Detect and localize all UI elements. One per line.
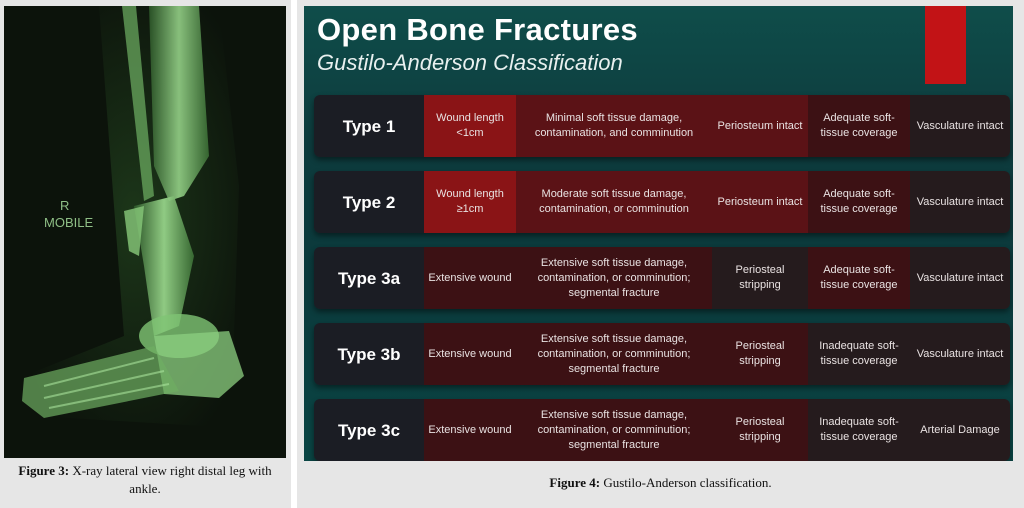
periosteum-cell: Periosteum intact <box>712 171 808 233</box>
figure-4-caption <box>297 474 1024 492</box>
wound-cell: Extensive wound <box>424 323 516 385</box>
tissue-cell: Minimal soft tissue damage, contamination, and comminution <box>516 95 712 157</box>
table-row <box>314 399 1010 461</box>
coverage-cell: Adequate soft-tissue coverage <box>808 95 910 157</box>
coverage-cell: Adequate soft-tissue coverage <box>808 171 910 233</box>
table-row <box>314 171 1010 233</box>
wound-cell: Extensive wound <box>424 399 516 461</box>
vasculature-cell: Arterial Damage <box>910 399 1010 461</box>
vasculature-cell: Vasculature intact <box>910 95 1010 157</box>
figure-3-caption-label: Figure 3: <box>18 463 70 478</box>
coverage-cell: Inadequate soft-tissue coverage <box>808 399 910 461</box>
slide-title: Open Bone Fractures <box>317 12 638 47</box>
vasculature-cell: Vasculature intact <box>910 247 1010 309</box>
periosteum-cell: Periosteum intact <box>712 95 808 157</box>
type-label: Type 2 <box>314 171 424 233</box>
figure-3-panel <box>0 0 291 508</box>
figure-4-panel <box>297 0 1024 508</box>
tissue-cell: Moderate soft tissue damage, contamination, or comminution <box>516 171 712 233</box>
figure-3-caption <box>4 462 286 498</box>
xray-mobile-marker: MOBILE <box>44 215 94 230</box>
periosteum-cell: Periosteal stripping <box>712 323 808 385</box>
type-label: Type 3c <box>314 399 424 461</box>
tissue-cell: Extensive soft tissue damage, contamination, or comminution; segmental fracture <box>516 399 712 461</box>
periosteum-cell: Periosteal stripping <box>712 247 808 309</box>
figure-3-caption-text: X-ray lateral view right distal leg with ankle. <box>72 463 272 496</box>
tissue-cell: Extensive soft tissue damage, contamination, or comminution; segmental fracture <box>516 323 712 385</box>
table-row <box>314 247 1010 309</box>
coverage-cell: Adequate soft-tissue coverage <box>808 247 910 309</box>
xray-image <box>4 6 286 458</box>
figure-4-caption-text: Gustilo-Anderson classification. <box>603 475 772 490</box>
vasculature-cell: Vasculature intact <box>910 171 1010 233</box>
slide-subtitle: Gustilo-Anderson Classification <box>317 50 623 75</box>
coverage-cell: Inadequate soft-tissue coverage <box>808 323 910 385</box>
xray-side-marker: R <box>60 198 70 213</box>
wound-cell: Wound length ≥1cm <box>424 171 516 233</box>
wound-cell: Extensive wound <box>424 247 516 309</box>
classification-slide <box>304 6 1013 461</box>
wound-cell: Wound length <1cm <box>424 95 516 157</box>
type-label: Type 3a <box>314 247 424 309</box>
type-label: Type 3b <box>314 323 424 385</box>
tissue-cell: Extensive soft tissue damage, contamination, or comminution; segmental fracture <box>516 247 712 309</box>
type-label: Type 1 <box>314 95 424 157</box>
vasculature-cell: Vasculature intact <box>910 323 1010 385</box>
figure-4-caption-label: Figure 4: <box>549 475 601 490</box>
periosteum-cell: Periosteal stripping <box>712 399 808 461</box>
xray-bone-illustration <box>4 6 286 458</box>
table-row <box>314 95 1010 157</box>
table-row <box>314 323 1010 385</box>
red-accent-bar <box>925 6 966 84</box>
